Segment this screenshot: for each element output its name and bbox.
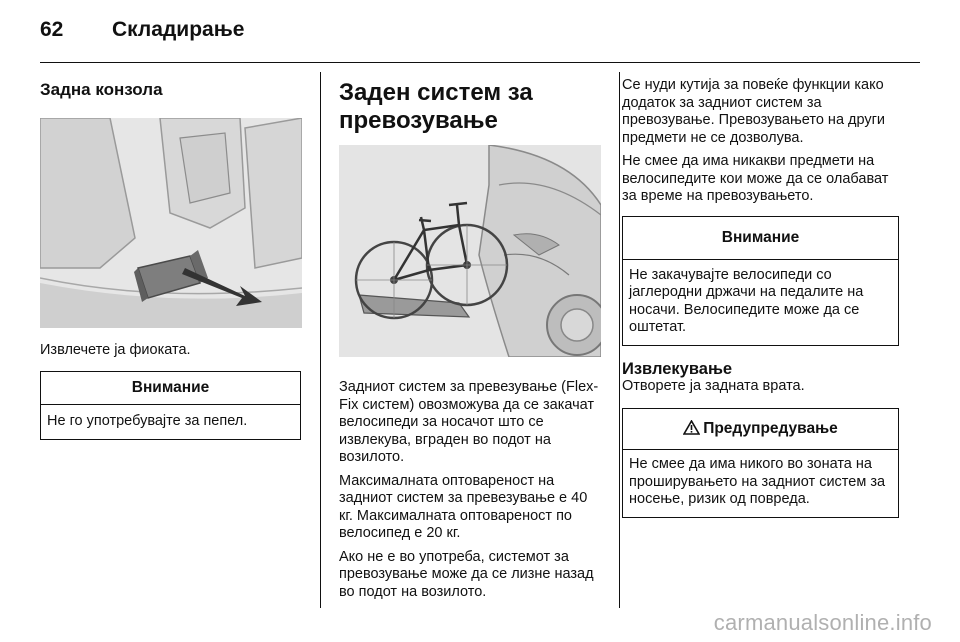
warning-heading-row: [623, 409, 898, 450]
carrier-notice: [622, 216, 899, 346]
notice-text: Не го употребувајте за пепел.: [47, 412, 248, 429]
bike-carrier-illustration: [339, 145, 601, 357]
carrier-paragraph-1: Задниот систем за превезување (Flex-Fix систем) овозможува да се закачат велосипеди за носачот што се извлекува, вграден во подот на возилото.: [339, 379, 599, 465]
warning-box: [622, 408, 899, 518]
rear-console-title: Задна конзола: [40, 80, 163, 99]
warning-text: Не смее да има никого во зоната на проширувањето на задниот систем за носење, ризик од повреда.: [629, 456, 886, 507]
header-rule: [40, 62, 920, 63]
notice-text: Не закачувајте велосипеди со јаглеродни држачи на педалите на носачи. Велосипедите може да се оштетат.: [629, 266, 864, 335]
warning-heading: Предупредување: [703, 420, 838, 437]
column-divider-1: [320, 72, 321, 608]
rear-console-illustration: [40, 118, 302, 328]
watermark: carmanualsonline.info: [713, 610, 932, 635]
rear-console-section: [40, 70, 302, 440]
page-number: 62: [40, 18, 64, 41]
carrier-figure: [339, 145, 601, 357]
carrier-title-line1: Заден систем за: [339, 79, 533, 106]
notice-heading: Внимание: [623, 217, 898, 260]
carrier-title-line2: превозување: [339, 107, 498, 134]
carrier-continued-section: [622, 70, 900, 518]
rear-console-caption: Извлечете ја фиоката.: [40, 342, 191, 358]
rear-console-figure: [40, 118, 302, 328]
extract-title: Извлекување: [622, 359, 733, 378]
column-divider-2: [619, 72, 620, 608]
carrier-paragraph-3: Ако не е во употреба, системот за превозување може да се лизне назад во подот на возилото.: [339, 548, 594, 600]
extract-text: Отворете ја задната врата.: [622, 377, 805, 394]
warning-triangle-icon: [683, 411, 700, 451]
rear-console-notice: [40, 371, 301, 441]
col3-paragraph-2: Не смее да има никакви предмети на велосипедите кои може да се олабават за време на превозувањето.: [622, 153, 889, 204]
rear-carrier-section: [339, 70, 601, 601]
chapter-title: Складирање: [112, 18, 245, 41]
col3-paragraph-1: Се нуди кутија за повеќе функции како додаток за задниот систем за превозување. Превозувањето на други предмети не се дозволува.: [622, 77, 886, 146]
notice-heading: Внимание: [41, 372, 300, 405]
page-header: [40, 14, 920, 44]
carrier-paragraph-2: Максималната оптовареност на задниот систем за превезување е 40 кг. Максималната оптовареност по велосипед е 20 кг.: [339, 472, 588, 541]
